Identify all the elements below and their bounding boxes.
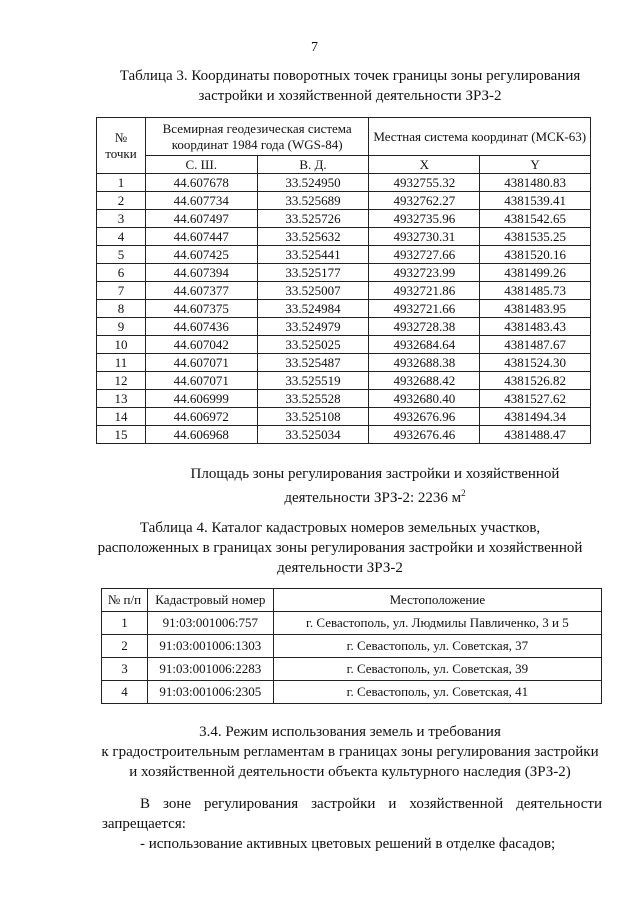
longitude-cell: 33.524950 — [257, 174, 369, 192]
x-cell: 4932721.66 — [369, 300, 480, 318]
x-cell: 4932762.27 — [369, 192, 480, 210]
longitude-cell: 33.524979 — [257, 318, 369, 336]
x-cell: 4932721.86 — [369, 282, 480, 300]
table3-caption — [60, 66, 629, 106]
x-cell: 4932727.66 — [369, 246, 480, 264]
point-number-cell: 5 — [97, 246, 146, 264]
table-row — [97, 300, 591, 318]
point-number-cell: 2 — [97, 192, 146, 210]
area-unit-exponent: 2 — [461, 488, 466, 498]
y-cell: 4381483.95 — [480, 300, 591, 318]
table-row — [97, 390, 591, 408]
table-row — [97, 264, 591, 282]
x-cell: 4932680.40 — [369, 390, 480, 408]
row-number-cell: 4 — [102, 681, 148, 704]
table4-caption — [70, 518, 610, 578]
page-number: 7 — [311, 40, 318, 55]
table-row — [102, 681, 602, 704]
latitude-cell: 44.607436 — [145, 318, 257, 336]
coordinates-table — [96, 117, 591, 444]
table3-caption-line1: Таблица 3. Координаты поворотных точек границы зоны регулирования — [119, 68, 581, 84]
x-cell: 4932676.46 — [369, 426, 480, 444]
table-row — [97, 210, 591, 228]
x-cell: 4932730.31 — [369, 228, 480, 246]
longitude-cell: 33.525034 — [257, 426, 369, 444]
y-cell: 4381499.26 — [480, 264, 591, 282]
header-cadastral-number: Кадастровый номер — [147, 589, 273, 612]
paragraph-prohibited — [102, 794, 602, 834]
y-cell: 4381520.16 — [480, 246, 591, 264]
table-row — [97, 282, 591, 300]
table-row — [97, 246, 591, 264]
point-number-cell: 1 — [97, 174, 146, 192]
cadastral-table — [101, 588, 602, 704]
header-local-system: Местная система координат (МСК-63) — [369, 118, 591, 156]
latitude-cell: 44.607394 — [145, 264, 257, 282]
area-value: деятельности ЗРЗ-2: 2236 м — [284, 490, 462, 506]
area-line1: Площадь зоны регулирования застройки и хозяйственной — [190, 466, 560, 482]
header-points-label: точки — [105, 145, 137, 161]
y-cell: 4381535.25 — [480, 228, 591, 246]
longitude-cell: 33.525487 — [257, 354, 369, 372]
y-cell: 4381487.67 — [480, 336, 591, 354]
table-row — [97, 228, 591, 246]
area-statement — [120, 465, 629, 508]
latitude-cell: 44.607071 — [145, 354, 257, 372]
x-cell: 4932676.96 — [369, 408, 480, 426]
y-cell: 4381542.65 — [480, 210, 591, 228]
location-cell: г. Севастополь, ул. Советская, 39 — [273, 658, 601, 681]
table4-caption-line3: деятельности ЗРЗ-2 — [277, 560, 403, 576]
header-row-number: № п/п — [102, 589, 148, 612]
latitude-cell: 44.606999 — [145, 390, 257, 408]
point-number-cell: 13 — [97, 390, 146, 408]
longitude-cell: 33.525025 — [257, 336, 369, 354]
y-cell: 4381485.73 — [480, 282, 591, 300]
paragraph-word: В — [140, 796, 151, 812]
x-cell: 4932688.42 — [369, 372, 480, 390]
header-location: Местоположение — [273, 589, 601, 612]
table-row — [102, 635, 602, 658]
y-cell: 4381539.41 — [480, 192, 591, 210]
longitude-cell: 33.524984 — [257, 300, 369, 318]
point-number-cell: 6 — [97, 264, 146, 282]
cadastral-number-cell: 91:03:001006:2305 — [147, 681, 273, 704]
header-no-symbol: № — [114, 129, 128, 145]
point-number-cell: 12 — [97, 372, 146, 390]
list-item-color-solutions: - использование активных цветовых решений в отделке фасадов; — [140, 836, 556, 852]
paragraph-line2: запрещается: — [102, 816, 186, 832]
table-row — [97, 336, 591, 354]
latitude-cell: 44.607375 — [145, 300, 257, 318]
paragraph-word: застройки — [311, 796, 376, 812]
x-cell: 4932684.64 — [369, 336, 480, 354]
row-number-cell: 2 — [102, 635, 148, 658]
y-cell: 4381527.62 — [480, 390, 591, 408]
section-heading-line3: и хозяйственной деятельности объекта культурного наследия (ЗРЗ-2) — [129, 764, 571, 780]
latitude-cell: 44.607497 — [145, 210, 257, 228]
y-cell: 4381526.82 — [480, 372, 591, 390]
table3-caption-line2: застройки и хозяйственной деятельности ЗРЗ-2 — [198, 88, 502, 104]
y-cell: 4381483.43 — [480, 318, 591, 336]
location-cell: г. Севастополь, ул. Советская, 37 — [273, 635, 601, 658]
paragraph-word: деятельности — [516, 796, 602, 812]
cadastral-number-cell: 91:03:001006:1303 — [147, 635, 273, 658]
longitude-cell: 33.525689 — [257, 192, 369, 210]
section-heading — [80, 722, 620, 782]
paragraph-line1 — [102, 794, 602, 814]
x-cell: 4932735.96 — [369, 210, 480, 228]
header-wgs84-line2: координат 1984 года (WGS-84) — [171, 136, 343, 152]
latitude-cell: 44.607071 — [145, 372, 257, 390]
x-cell: 4932728.38 — [369, 318, 480, 336]
longitude-cell: 33.525528 — [257, 390, 369, 408]
point-number-cell: 8 — [97, 300, 146, 318]
header-point-number — [97, 118, 146, 174]
longitude-cell: 33.525177 — [257, 264, 369, 282]
point-number-cell: 7 — [97, 282, 146, 300]
table-row — [97, 174, 591, 192]
latitude-cell: 44.607377 — [145, 282, 257, 300]
table-row — [97, 408, 591, 426]
y-cell: 4381488.47 — [480, 426, 591, 444]
table4-caption-line1: Таблица 4. Каталог кадастровых номеров земельных участков, — [139, 520, 541, 536]
cadastral-number-cell: 91:03:001006:2283 — [147, 658, 273, 681]
longitude-cell: 33.525441 — [257, 246, 369, 264]
table-row — [102, 658, 602, 681]
table-row — [97, 192, 591, 210]
cadastral-number-cell: 91:03:001006:757 — [147, 612, 273, 635]
table-row — [97, 426, 591, 444]
header-longitude: В. Д. — [257, 156, 369, 174]
row-number-cell: 3 — [102, 658, 148, 681]
header-y: Y — [480, 156, 591, 174]
section-heading-line2: к градостроительным регламентам в границах зоны регулирования застройки — [101, 744, 599, 760]
paragraph-word: регулирования — [203, 796, 299, 812]
latitude-cell: 44.607447 — [145, 228, 257, 246]
latitude-cell: 44.607734 — [145, 192, 257, 210]
x-cell: 4932723.99 — [369, 264, 480, 282]
area-line2 — [120, 484, 629, 508]
table-row — [97, 318, 591, 336]
header-wgs84 — [145, 118, 369, 156]
longitude-cell: 33.525519 — [257, 372, 369, 390]
x-cell: 4932688.38 — [369, 354, 480, 372]
latitude-cell: 44.607042 — [145, 336, 257, 354]
latitude-cell: 44.606972 — [145, 408, 257, 426]
latitude-cell: 44.607678 — [145, 174, 257, 192]
location-cell: г. Севастополь, ул. Людмилы Павличенко, 3 и 5 — [273, 612, 601, 635]
latitude-cell: 44.606968 — [145, 426, 257, 444]
table-row — [97, 372, 591, 390]
latitude-cell: 44.607425 — [145, 246, 257, 264]
table4-caption-line2: расположенных в границах зоны регулирования застройки и хозяйственной — [97, 540, 583, 556]
y-cell: 4381480.83 — [480, 174, 591, 192]
paragraph-word: хозяйственной — [409, 796, 504, 812]
point-number-cell: 10 — [97, 336, 146, 354]
y-cell: 4381524.30 — [480, 354, 591, 372]
header-wgs84-line1: Всемирная геодезическая система — [162, 120, 352, 136]
point-number-cell: 4 — [97, 228, 146, 246]
point-number-cell: 9 — [97, 318, 146, 336]
y-cell: 4381494.34 — [480, 408, 591, 426]
header-latitude: С. Ш. — [145, 156, 257, 174]
point-number-cell: 14 — [97, 408, 146, 426]
header-x: X — [369, 156, 480, 174]
x-cell: 4932755.32 — [369, 174, 480, 192]
paragraph-word: зоне — [162, 796, 192, 812]
section-heading-line1: 3.4. Режим использования земель и требования — [199, 724, 501, 740]
longitude-cell: 33.525632 — [257, 228, 369, 246]
table-row — [97, 354, 591, 372]
longitude-cell: 33.525726 — [257, 210, 369, 228]
point-number-cell: 3 — [97, 210, 146, 228]
longitude-cell: 33.525007 — [257, 282, 369, 300]
table-row — [102, 612, 602, 635]
location-cell: г. Севастополь, ул. Советская, 41 — [273, 681, 601, 704]
point-number-cell: 11 — [97, 354, 146, 372]
longitude-cell: 33.525108 — [257, 408, 369, 426]
paragraph-word: и — [388, 796, 397, 812]
row-number-cell: 1 — [102, 612, 148, 635]
point-number-cell: 15 — [97, 426, 146, 444]
